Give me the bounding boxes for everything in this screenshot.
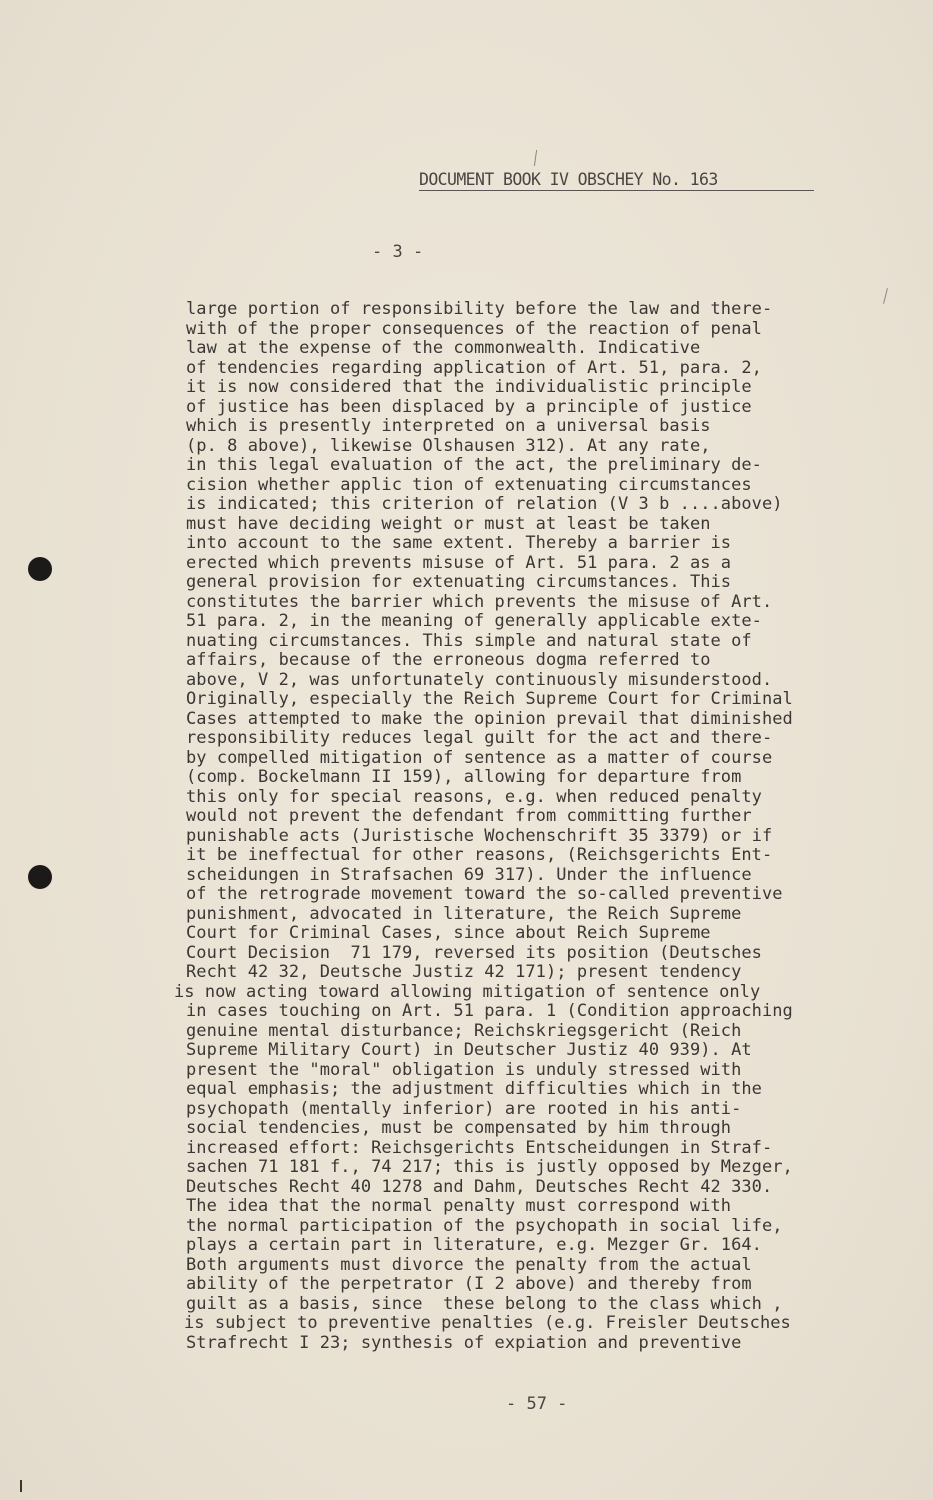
body-text <box>174 299 916 1353</box>
body-line: sachen 71 181 f., 74 217; this is justly opposed by Mezger, <box>186 1157 793 1177</box>
body-line: in this legal evaluation of the act, the preliminary de- <box>186 455 762 475</box>
body-line: nuating circumstances. This simple and natural state of <box>186 630 752 651</box>
body-line: cision whether applic tion of extenuating circumstances <box>186 474 752 495</box>
pencil-tick-mark <box>534 150 537 166</box>
body-line: of justice has been displaced by a principle of justice <box>186 396 752 417</box>
body-line: constitutes the barrier which prevents the misuse of Art. <box>186 591 773 612</box>
body-line: the normal participation of the psychopath in social life, <box>186 1215 783 1236</box>
body-line: must have deciding weight or must at least be taken <box>186 513 711 534</box>
body-line: Originally, especially the Reich Supreme Court for Criminal <box>186 689 793 709</box>
body-line: Supreme Military Court) in Deutscher Justiz 40 939). At <box>186 1040 752 1060</box>
body-line: ability of the perpetrator (I 2 above) and thereby from <box>186 1274 752 1294</box>
body-line: law at the expense of the commonwealth. Indicative <box>186 338 701 358</box>
body-line: social tendencies, must be compensated by him through <box>186 1118 732 1138</box>
body-line: which is presently interpreted on a universal basis <box>186 416 711 436</box>
body-line: into account to the same extent. Thereby a barrier is <box>186 533 732 553</box>
body-line: erected which prevents misuse of Art. 51 para. 2 as a <box>186 552 732 573</box>
footer-page-number: - 57 - <box>506 1394 568 1414</box>
body-line: by compelled mitigation of sentence as a matter of course <box>186 747 773 768</box>
body-line: with of the proper consequences of the reaction of penal <box>186 318 762 339</box>
section-page-marker: - 3 - <box>372 242 424 262</box>
body-line: guilt as a basis, since these belong to the class which , <box>186 1293 783 1314</box>
body-line: punishable acts (Juristische Wochenschrift 35 3379) or if <box>186 825 773 846</box>
body-line: punishment, advocated in literature, the Reich Supreme <box>186 903 742 924</box>
body-line: would not prevent the defendant from committing further <box>186 806 752 826</box>
body-line: above, V 2, was unfortunately continuously misunderstood. <box>186 669 773 690</box>
body-line: of the retrograde movement toward the so-called preventive <box>186 884 783 904</box>
body-line: Court for Criminal Cases, since about Reich Supreme <box>186 923 711 943</box>
body-line: increased effort: Reichsgerichts Entscheidungen in Straf- <box>186 1137 773 1158</box>
body-line: Both arguments must divorce the penalty from the actual <box>186 1254 752 1275</box>
body-line: genuine mental disturbance; Reichskriegsgericht (Reich <box>186 1020 742 1041</box>
body-line: scheidungen in Strafsachen 69 317). Under the influence <box>186 864 752 885</box>
body-line: of tendencies regarding application of Art. 51, para. 2, <box>186 357 762 378</box>
edge-mark <box>20 1480 22 1492</box>
body-line: Recht 42 32, Deutsche Justiz 42 171); present tendency <box>186 962 742 982</box>
body-line: affairs, because of the erroneous dogma referred to <box>186 650 711 670</box>
body-line: The idea that the normal penalty must correspond with <box>186 1196 732 1216</box>
body-line: Strafrecht I 23; synthesis of expiation and preventive <box>186 1332 742 1353</box>
body-line: responsibility reduces legal guilt for the act and there- <box>186 728 773 748</box>
body-line: it be ineffectual for other reasons, (Reichsgerichts Ent- <box>186 845 773 865</box>
body-line: plays a certain part in literature, e.g. Mezger Gr. 164. <box>186 1235 762 1255</box>
body-line: in cases touching on Art. 51 para. 1 (Condition approaching <box>186 1001 793 1021</box>
body-line: this only for special reasons, e.g. when reduced penalty <box>186 786 762 807</box>
body-line: is indicated; this criterion of relation (V 3 b ....above) <box>186 494 783 514</box>
body-line: is subject to preventive penalties (e.g. Freisler Deutsches <box>184 1313 791 1333</box>
body-line: general provision for extenuating circumstances. This <box>186 572 732 592</box>
body-line: Court Decision 71 179, reversed its position (Deutsches <box>186 942 762 963</box>
body-line: psychopath (mentally inferior) are rooted in his anti- <box>186 1098 742 1119</box>
punch-hole <box>28 557 52 581</box>
body-line: Deutsches Recht 40 1278 and Dahm, Deutsches Recht 42 330. <box>186 1176 773 1197</box>
body-line: (comp. Bockelmann II 159), allowing for departure from <box>186 767 742 787</box>
punch-hole <box>28 865 52 889</box>
body-line: is now acting toward allowing mitigation of sentence only <box>174 981 761 1002</box>
body-line: large portion of responsibility before the law and there- <box>186 299 773 319</box>
body-line: 51 para. 2, in the meaning of generally applicable exte- <box>186 611 762 631</box>
document-reference-header: DOCUMENT BOOK IV OBSCHEY No. 163 <box>419 170 814 191</box>
body-line: (p. 8 above), likewise Olshausen 312). At any rate, <box>186 435 711 456</box>
body-line: Cases attempted to make the opinion prevail that diminished <box>186 708 793 729</box>
body-line: equal emphasis; the adjustment difficulties which in the <box>186 1079 762 1099</box>
body-line: it is now considered that the individualistic principle <box>186 377 752 397</box>
body-line: present the "moral" obligation is unduly stressed with <box>186 1059 742 1080</box>
